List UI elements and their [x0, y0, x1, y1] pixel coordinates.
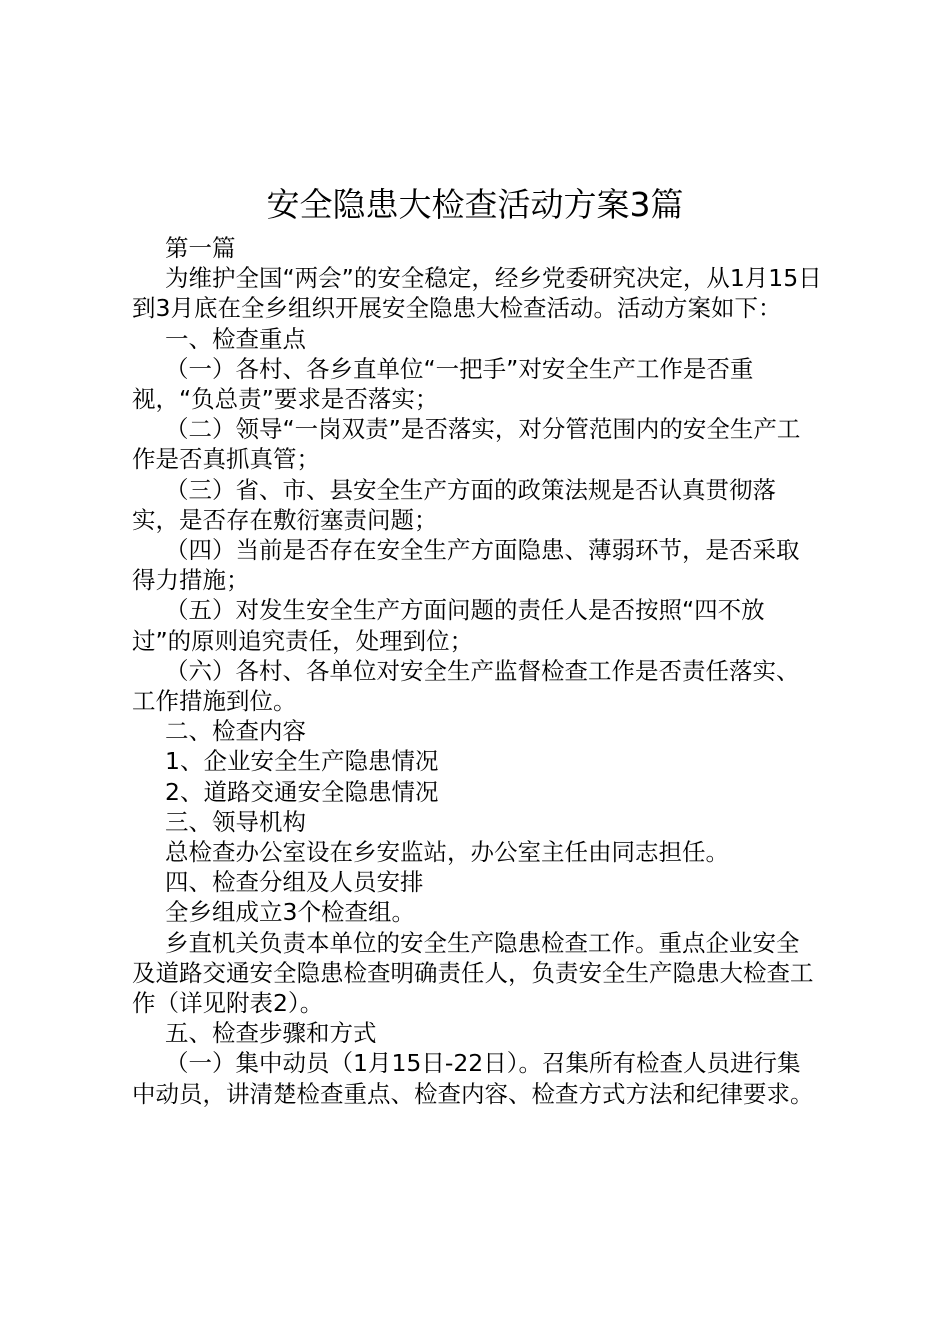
paragraph-content-2: 2、道路交通安全隐患情况: [165, 777, 439, 806]
paragraph-focus-4: （四）当前是否存在安全生产方面隐患、薄弱环节，是否采取得力措施；: [132, 536, 800, 595]
paragraph-grouping-2: 乡直机关负责本单位的安全生产隐患检查工作。重点企业安全及道路交通安全隐患检查明确责任人，负责安全生产隐患大检查工作（详见附表2）。: [132, 928, 814, 1018]
paragraph-section-label: 第一篇: [165, 234, 236, 262]
heading-leadership: 三、领导机构: [165, 807, 306, 836]
paragraph-focus-6: （六）各村、各单位对安全生产监督检查工作是否责任落实、工作措施到位。: [132, 656, 800, 716]
paragraph-intro: 为维护全国“两会”的安全稳定，经乡党委研究决定，从1月15日到3月底在全乡组织开展安全隐患大检查活动。活动方案如下：: [132, 264, 822, 323]
heading-grouping: 四、检查分组及人员安排: [165, 868, 424, 897]
paragraph-content-1: 1、企业安全生产隐患情况: [165, 747, 439, 776]
heading-steps: 五、检查步骤和方式: [165, 1019, 377, 1048]
document-body: [132, 233, 822, 1109]
paragraph-grouping-1: 全乡组成立3个检查组。: [165, 898, 415, 927]
paragraph-focus-1: （一）各村、各乡直单位“一把手”对安全生产工作是否重视，“负总责”要求是否落实；: [132, 354, 754, 414]
paragraph-leadership: 总检查办公室设在乡安监站，办公室主任由同志担任。: [165, 838, 729, 867]
paragraph-focus-3: （三）省、市、县安全生产方面的政策法规是否认真贯彻落实，是否存在敷衍塞责问题；: [132, 475, 776, 534]
paragraph-focus-2: （二）领导“一岗双责”是否落实，对分管范围内的安全生产工作是否真抓真管；: [132, 415, 801, 474]
heading-inspection-content: 二、检查内容: [165, 717, 306, 746]
paragraph-steps-1: （一）集中动员（1月15日-22日）。召集所有检查人员进行集中动员，讲清楚检查重点、检查内容、检查方式方法和纪律要求。: [132, 1049, 814, 1108]
paragraph-focus-5: （五）对发生安全生产方面问题的责任人是否按照“四不放过”的原则追究责任，处理到位；: [132, 596, 765, 655]
document-title: 安全隐患大检查活动方案3篇: [266, 185, 684, 224]
heading-inspection-focus: 一、检查重点: [165, 324, 306, 353]
